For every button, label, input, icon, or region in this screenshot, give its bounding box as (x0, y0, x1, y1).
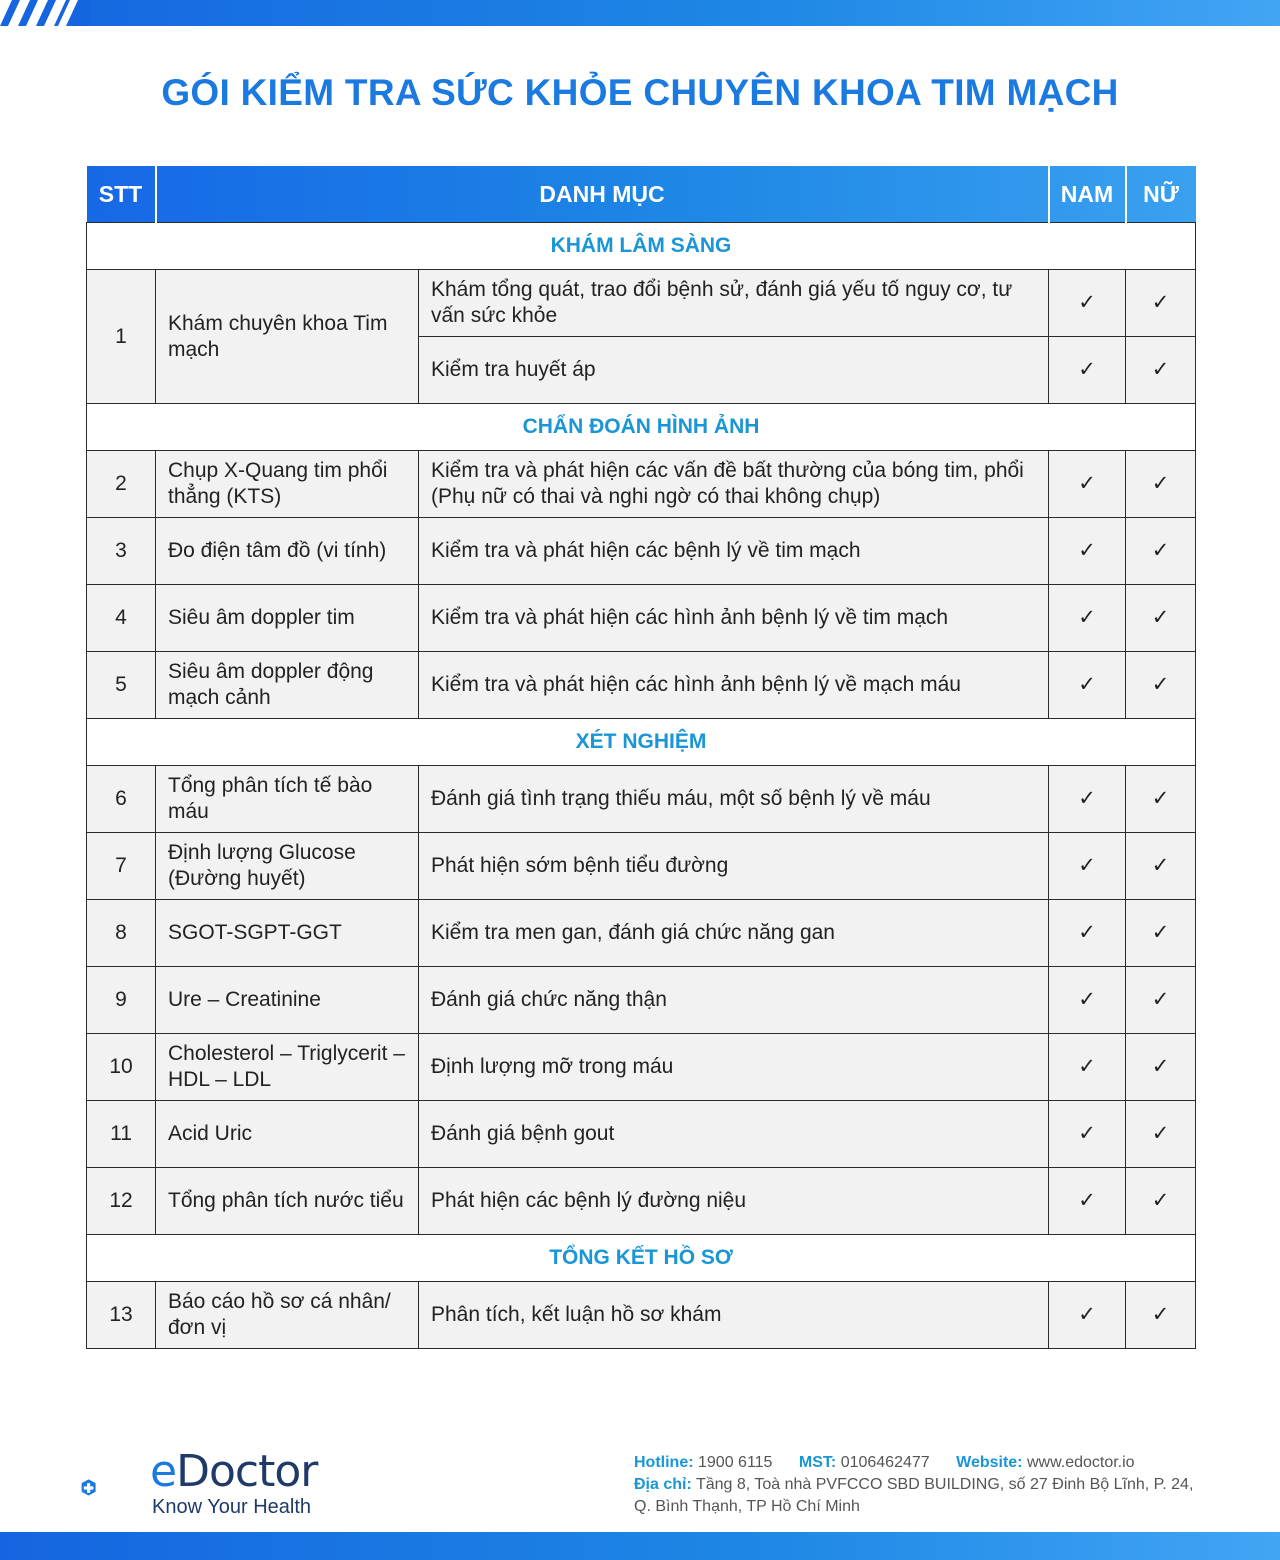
contact-line-1 (634, 1452, 1214, 1474)
female-check-icon: ✓ (1126, 585, 1196, 652)
table-row (87, 1168, 1196, 1235)
male-check-icon: ✓ (1049, 518, 1126, 585)
row-stt: 9 (87, 967, 156, 1034)
table-row (87, 833, 1196, 900)
female-check-icon: ✓ (1126, 1101, 1196, 1168)
brand-tagline: Know Your Health (152, 1496, 312, 1518)
section-title: TỔNG KẾT HỒ SƠ (87, 1235, 1196, 1282)
table-row (87, 1101, 1196, 1168)
female-check-icon: ✓ (1126, 900, 1196, 967)
row-stt: 8 (87, 900, 156, 967)
row-detail: Định lượng mỡ trong máu (419, 1034, 1049, 1101)
hotline-label: Hotline: (634, 1454, 694, 1471)
edoctor-logo-icon (80, 1448, 150, 1528)
row-detail: Đánh giá tình trạng thiếu máu, một số bệnh lý về máu (419, 766, 1049, 833)
table-row (87, 652, 1196, 719)
row-detail: Kiểm tra và phát hiện các vấn đề bất thường của bóng tim, phổi (Phụ nữ có thai và nghi ngờ có thai không chụp) (419, 451, 1049, 518)
bottom-banner-bar (0, 1532, 1280, 1560)
section-title: KHÁM LÂM SÀNG (87, 223, 1196, 270)
row-detail: Khám tổng quát, trao đổi bệnh sử, đánh giá yếu tố nguy cơ, tư vấn sức khỏe (419, 270, 1049, 337)
female-check-icon: ✓ (1126, 518, 1196, 585)
female-check-icon: ✓ (1126, 337, 1196, 404)
row-stt: 1 (87, 270, 156, 404)
table-row (87, 451, 1196, 518)
row-item-name: Báo cáo hồ sơ cá nhân/đơn vị (156, 1282, 419, 1349)
row-detail: Kiểm tra huyết áp (419, 337, 1049, 404)
page-title: GÓI KIỂM TRA SỨC KHỎE CHUYÊN KHOA TIM MẠCH (161, 72, 1119, 113)
contact-info (634, 1452, 1214, 1518)
header-category: DANH MỤC (156, 166, 1049, 223)
female-check-icon: ✓ (1126, 967, 1196, 1034)
mst-label: MST: (798, 1454, 837, 1471)
address-label: Địa chỉ: (634, 1476, 692, 1493)
male-check-icon: ✓ (1049, 967, 1126, 1034)
section-row (87, 719, 1196, 766)
section-row (87, 1235, 1196, 1282)
row-stt: 7 (87, 833, 156, 900)
row-item-name: Khám chuyên khoa Tim mạch (156, 270, 419, 404)
top-banner-bar (0, 0, 1280, 26)
row-item-name: Siêu âm doppler động mạch cảnh (156, 652, 419, 719)
female-check-icon: ✓ (1126, 766, 1196, 833)
row-item-name: Chụp X-Quang tim phổi thẳng (KTS) (156, 451, 419, 518)
row-detail: Kiểm tra và phát hiện các hình ảnh bệnh lý về mạch máu (419, 652, 1049, 719)
table-row (87, 900, 1196, 967)
row-item-name: Tổng phân tích tế bào máu (156, 766, 419, 833)
row-stt: 13 (87, 1282, 156, 1349)
row-detail: Phát hiện sớm bệnh tiểu đường (419, 833, 1049, 900)
row-item-name: Cholesterol – Triglycerit – HDL – LDL (156, 1034, 419, 1101)
male-check-icon: ✓ (1049, 337, 1126, 404)
row-stt: 12 (87, 1168, 156, 1235)
female-check-icon: ✓ (1126, 1282, 1196, 1349)
table-row (87, 518, 1196, 585)
section-row (87, 223, 1196, 270)
male-check-icon: ✓ (1049, 451, 1126, 518)
row-detail: Phân tích, kết luận hồ sơ khám (419, 1282, 1049, 1349)
row-detail: Kiểm tra và phát hiện các bệnh lý về tim mạch (419, 518, 1049, 585)
table-row (87, 967, 1196, 1034)
male-check-icon: ✓ (1049, 652, 1126, 719)
health-package-table (86, 166, 1196, 1349)
row-stt: 4 (87, 585, 156, 652)
female-check-icon: ✓ (1126, 270, 1196, 337)
male-check-icon: ✓ (1049, 900, 1126, 967)
female-check-icon: ✓ (1126, 1034, 1196, 1101)
section-title: CHẨN ĐOÁN HÌNH ẢNH (87, 404, 1196, 451)
row-stt: 6 (87, 766, 156, 833)
row-stt: 10 (87, 1034, 156, 1101)
male-check-icon: ✓ (1049, 585, 1126, 652)
table-row (87, 1282, 1196, 1349)
mst-value: 0106462477 (840, 1454, 930, 1471)
row-detail: Kiểm tra men gan, đánh giá chức năng gan (419, 900, 1049, 967)
row-detail: Phát hiện các bệnh lý đường niệu (419, 1168, 1049, 1235)
header-stt: STT (87, 166, 156, 223)
row-item-name: Ure – Creatinine (156, 967, 419, 1034)
male-check-icon: ✓ (1049, 1282, 1126, 1349)
row-detail: Đánh giá bệnh gout (419, 1101, 1049, 1168)
row-stt: 3 (87, 518, 156, 585)
female-check-icon: ✓ (1126, 652, 1196, 719)
section-row (87, 404, 1196, 451)
hotline-value: 1900 6115 (698, 1454, 773, 1471)
female-check-icon: ✓ (1126, 833, 1196, 900)
row-item-name: Tổng phân tích nước tiểu (156, 1168, 419, 1235)
header-male: NAM (1049, 166, 1126, 223)
table-header-row (87, 166, 1196, 223)
table-row (87, 766, 1196, 833)
male-check-icon: ✓ (1049, 833, 1126, 900)
row-item-name: Siêu âm doppler tim (156, 585, 419, 652)
website-label: Website: (956, 1454, 1023, 1471)
row-stt: 11 (87, 1101, 156, 1168)
row-stt: 2 (87, 451, 156, 518)
section-title: XÉT NGHIỆM (87, 719, 1196, 766)
male-check-icon: ✓ (1049, 1034, 1126, 1101)
contact-line-2 (634, 1474, 1214, 1518)
row-stt: 5 (87, 652, 156, 719)
row-detail: Đánh giá chức năng thận (419, 967, 1049, 1034)
table-row (87, 585, 1196, 652)
male-check-icon: ✓ (1049, 270, 1126, 337)
female-check-icon: ✓ (1126, 451, 1196, 518)
website-link[interactable]: www.edoctor.io (1026, 1454, 1135, 1471)
row-item-name: Đo điện tâm đồ (vi tính) (156, 518, 419, 585)
male-check-icon: ✓ (1049, 766, 1126, 833)
female-check-icon: ✓ (1126, 1168, 1196, 1235)
row-item-name: Định lượng Glucose (Đường huyết) (156, 833, 419, 900)
header-female: NỮ (1143, 180, 1179, 207)
row-item-name: Acid Uric (156, 1101, 419, 1168)
stripe-decoration (0, 0, 90, 26)
male-check-icon: ✓ (1049, 1168, 1126, 1235)
row-detail: Kiểm tra và phát hiện các hình ảnh bệnh lý về tim mạch (419, 585, 1049, 652)
table-row (87, 1034, 1196, 1101)
table-row (87, 270, 1196, 337)
address-value: Tầng 8, Toà nhà PVFCCO SBD BUILDING, số 27 Đinh Bộ Lĩnh, P. 24, Q. Bình Thạnh, TP Hồ Chí Minh (634, 1476, 1194, 1515)
brand-name: eDoctor (150, 1446, 318, 1497)
row-item-name: SGOT-SGPT-GGT (156, 900, 419, 967)
male-check-icon: ✓ (1049, 1101, 1126, 1168)
